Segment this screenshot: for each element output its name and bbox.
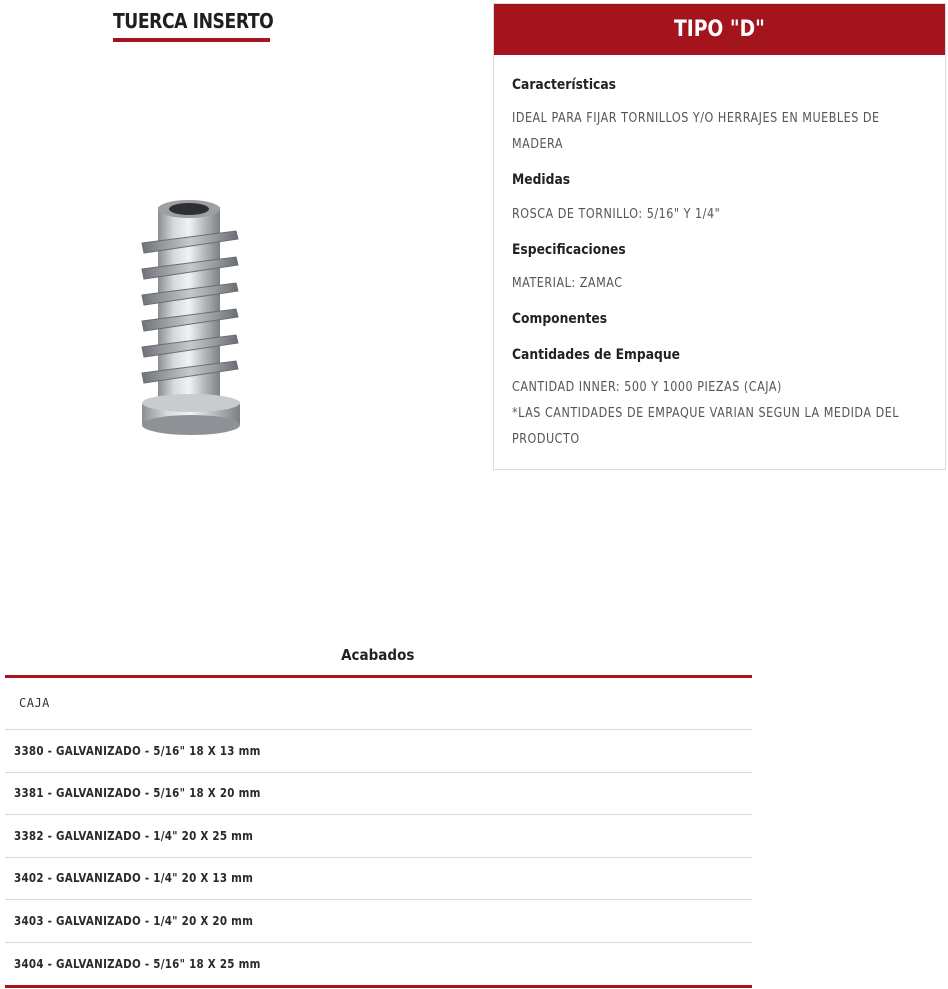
list-item-label: 3380 - GALVANIZADO - 5/16" 18 X 13 mm bbox=[14, 743, 261, 758]
section-title-caracteristicas: Características bbox=[512, 77, 616, 93]
list-item bbox=[5, 815, 752, 858]
list-item-label: 3403 - GALVANIZADO - 1/4" 20 X 20 mm bbox=[14, 913, 254, 928]
panel-header-title: TIPO "D" bbox=[674, 17, 765, 42]
section-text-especificaciones: MATERIAL: ZAMAC bbox=[512, 276, 623, 291]
product-info-panel bbox=[493, 3, 946, 470]
acabados-title bbox=[0, 646, 756, 664]
list-item-label: 3382 - GALVANIZADO - 1/4" 20 X 25 mm bbox=[14, 828, 254, 843]
section-title-medidas: Medidas bbox=[512, 172, 571, 188]
section-title-especificaciones: Especificaciones bbox=[512, 242, 626, 258]
acabados-bottom-rule bbox=[5, 985, 752, 988]
list-item-label: 3404 - GALVANIZADO - 5/16" 18 X 25 mm bbox=[14, 956, 261, 971]
acabados-top-rule bbox=[5, 675, 752, 678]
list-item bbox=[5, 943, 752, 986]
section-text-cantidades-1: CANTIDAD INNER: 500 Y 1000 PIEZAS (CAJA) bbox=[512, 380, 782, 395]
acabados-title-label: Acabados bbox=[341, 646, 415, 664]
caja-group-label: CAJA bbox=[19, 696, 50, 710]
title-underline bbox=[113, 38, 270, 42]
panel-header bbox=[494, 4, 945, 55]
list-item bbox=[5, 858, 752, 901]
product-image bbox=[128, 195, 253, 440]
section-title-componentes: Componentes bbox=[512, 311, 608, 327]
list-item-label: 3381 - GALVANIZADO - 5/16" 18 X 20 mm bbox=[14, 786, 261, 801]
section-text-cantidades-2: *LAS CANTIDADES DE EMPAQUE VARIAN SEGUN LA MEDIDA DEL PRODUCTO bbox=[512, 406, 900, 447]
section-title-cantidades: Cantidades de Empaque bbox=[512, 347, 680, 363]
list-item bbox=[5, 900, 752, 943]
acabados-list bbox=[5, 730, 752, 985]
product-title-block bbox=[113, 8, 274, 34]
product-title: TUERCA INSERTO bbox=[113, 9, 274, 33]
list-item-label: 3402 - GALVANIZADO - 1/4" 20 X 13 mm bbox=[14, 871, 254, 886]
section-text-medidas: ROSCA DE TORNILLO: 5/16" Y 1/4" bbox=[512, 207, 721, 222]
list-item bbox=[5, 730, 752, 773]
section-text-caracteristicas: IDEAL PARA FIJAR TORNILLOS Y/O HERRAJES EN MUEBLES DE MADERA bbox=[512, 111, 880, 152]
list-item bbox=[5, 773, 752, 816]
